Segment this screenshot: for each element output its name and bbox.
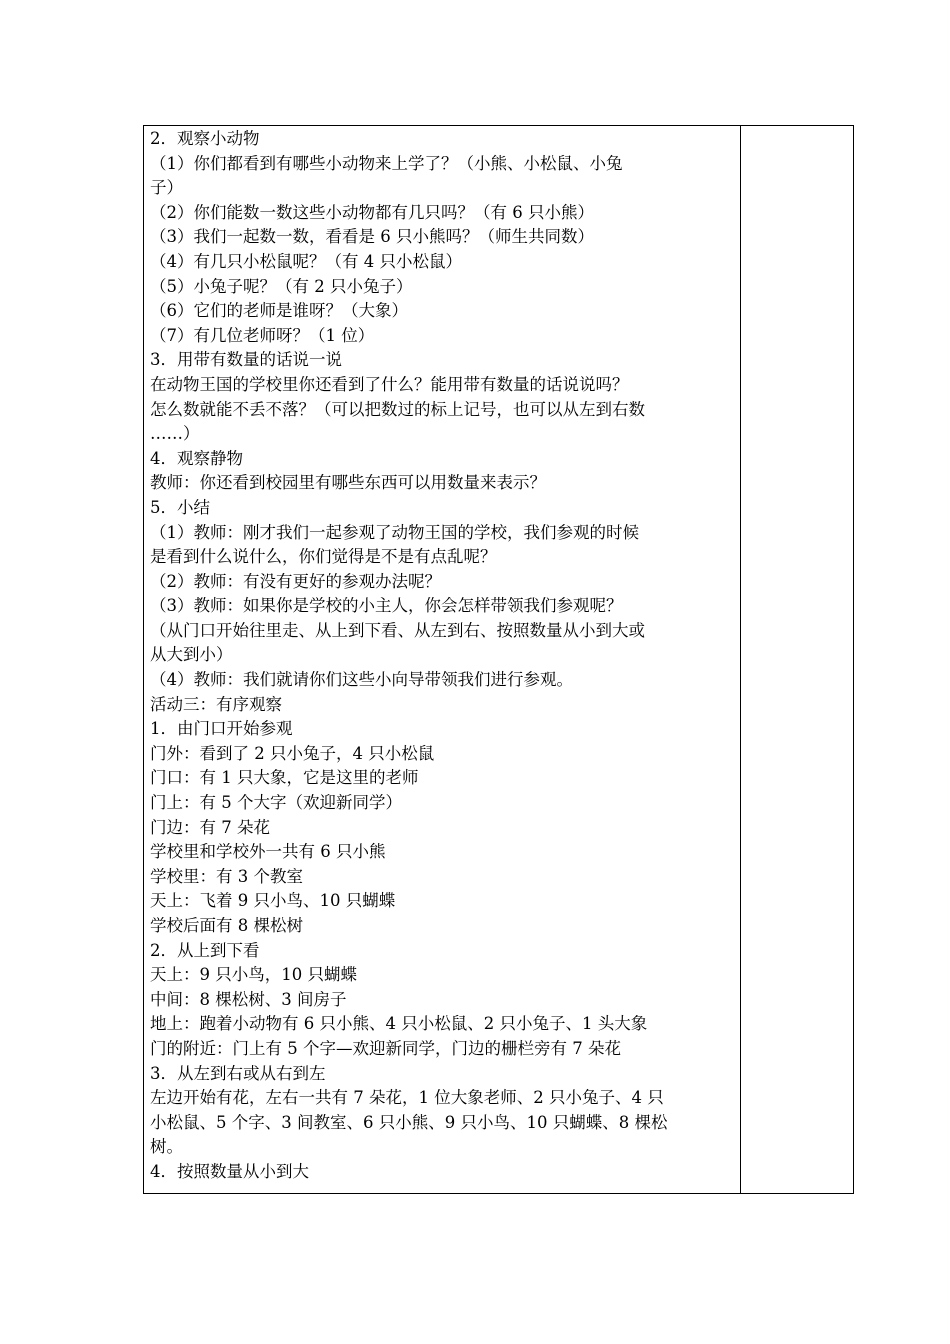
content-line: 天上：飞着 9 只小鸟、10 只蝴蝶 <box>150 891 396 911</box>
content-line: （2）教师：有没有更好的参观办法呢？ <box>150 571 441 591</box>
notes-cell <box>741 126 853 1193</box>
content-line: 天上：9 只小鸟，10 只蝴蝶 <box>150 965 357 985</box>
content-line: 教师：你还看到校园里有哪些东西可以用数量来表示？ <box>150 473 546 493</box>
content-line: 学校里：有 3 个教室 <box>150 866 303 886</box>
content-line: 学校后面有 8 棵松树 <box>150 916 303 935</box>
content-line: （1）你们都看到有哪些小动物来上学了？（小熊、小松鼠、小兔 <box>150 153 623 173</box>
content-line: （7）有几位老师呀？（1 位） <box>150 325 375 345</box>
lesson-content-cell <box>144 126 741 1193</box>
content-line: （4）有几只小松鼠呢？（有 4 只小松鼠） <box>150 251 462 271</box>
content-line: 门边：有 7 朵花 <box>150 817 270 837</box>
content-line: 2．从上到下看 <box>150 940 260 960</box>
content-line: 怎么数就能不丢不落？（可以把数过的标上记号，也可以从左到右数 <box>150 399 645 419</box>
content-line: 从大到小） <box>150 645 233 665</box>
lesson-table <box>143 125 854 1194</box>
content-line: （4）教师：我们就请你们这些小向导带领我们进行参观。 <box>150 670 573 690</box>
content-line: 地上：跑着小动物有 6 只小熊、4 只小松鼠、2 只小兔子、1 头大象 <box>150 1014 648 1034</box>
content-line: 5．小结 <box>150 497 210 517</box>
content-line: 中间：8 棵松树、3 间房子 <box>150 989 347 1009</box>
content-line: 门外：看到了 2 只小兔子，4 只小松鼠 <box>150 743 435 763</box>
content-line: （1）教师：刚才我们一起参观了动物王国的学校，我们参观的时候 <box>150 522 639 542</box>
content-line: 门的附近：门上有 5 个字—欢迎新同学，门边的栅栏旁有 7 朵花 <box>150 1038 621 1058</box>
content-line: 子） <box>150 178 183 198</box>
content-line: 树。 <box>150 1137 183 1157</box>
content-line: ……） <box>150 424 200 444</box>
content-line: 左边开始有花，左右一共有 7 朵花，1 位大象老师、2 只小兔子、4 只 <box>150 1088 664 1108</box>
content-line: 4．按照数量从小到大 <box>150 1161 309 1181</box>
content-line: （3）教师：如果你是学校的小主人，你会怎样带领我们参观呢？ <box>150 596 623 616</box>
content-line: 小松鼠、5 个字、3 间教室、6 只小熊、9 只小鸟、10 只蝴蝶、8 棵松 <box>150 1112 668 1132</box>
content-line: 1．由门口开始参观 <box>150 719 293 739</box>
content-line: （3）我们一起数一数，看看是 6 只小熊吗？（师生共同数） <box>150 227 594 247</box>
content-line: 2．观察小动物 <box>150 129 260 148</box>
content-line: 4．观察静物 <box>150 448 243 468</box>
content-line: 门口：有 1 只大象，它是这里的老师 <box>150 768 419 788</box>
content-line: 学校里和学校外一共有 6 只小熊 <box>150 842 386 862</box>
content-line: 3．从左到右或从右到左 <box>150 1063 326 1083</box>
content-line: 是看到什么说什么，你们觉得是不是有点乱呢？ <box>150 547 497 567</box>
content-line: 在动物王国的学校里你还看到了什么？能用带有数量的话说说吗？ <box>150 374 629 394</box>
content-line: 3．用带有数量的话说一说 <box>150 350 342 370</box>
content-line: 活动三：有序观察 <box>150 694 282 714</box>
content-line: （6）它们的老师是谁呀？（大象） <box>150 301 408 321</box>
content-line: 门上：有 5 个大字（欢迎新同学） <box>150 793 402 813</box>
content-line: （从门口开始往里走、从上到下看、从左到右、按照数量从小到大或 <box>150 620 645 640</box>
content-line: （5）小兔子呢？（有 2 只小兔子） <box>150 276 413 296</box>
content-line: （2）你们能数一数这些小动物都有几只吗？（有 6 只小熊） <box>150 202 594 222</box>
